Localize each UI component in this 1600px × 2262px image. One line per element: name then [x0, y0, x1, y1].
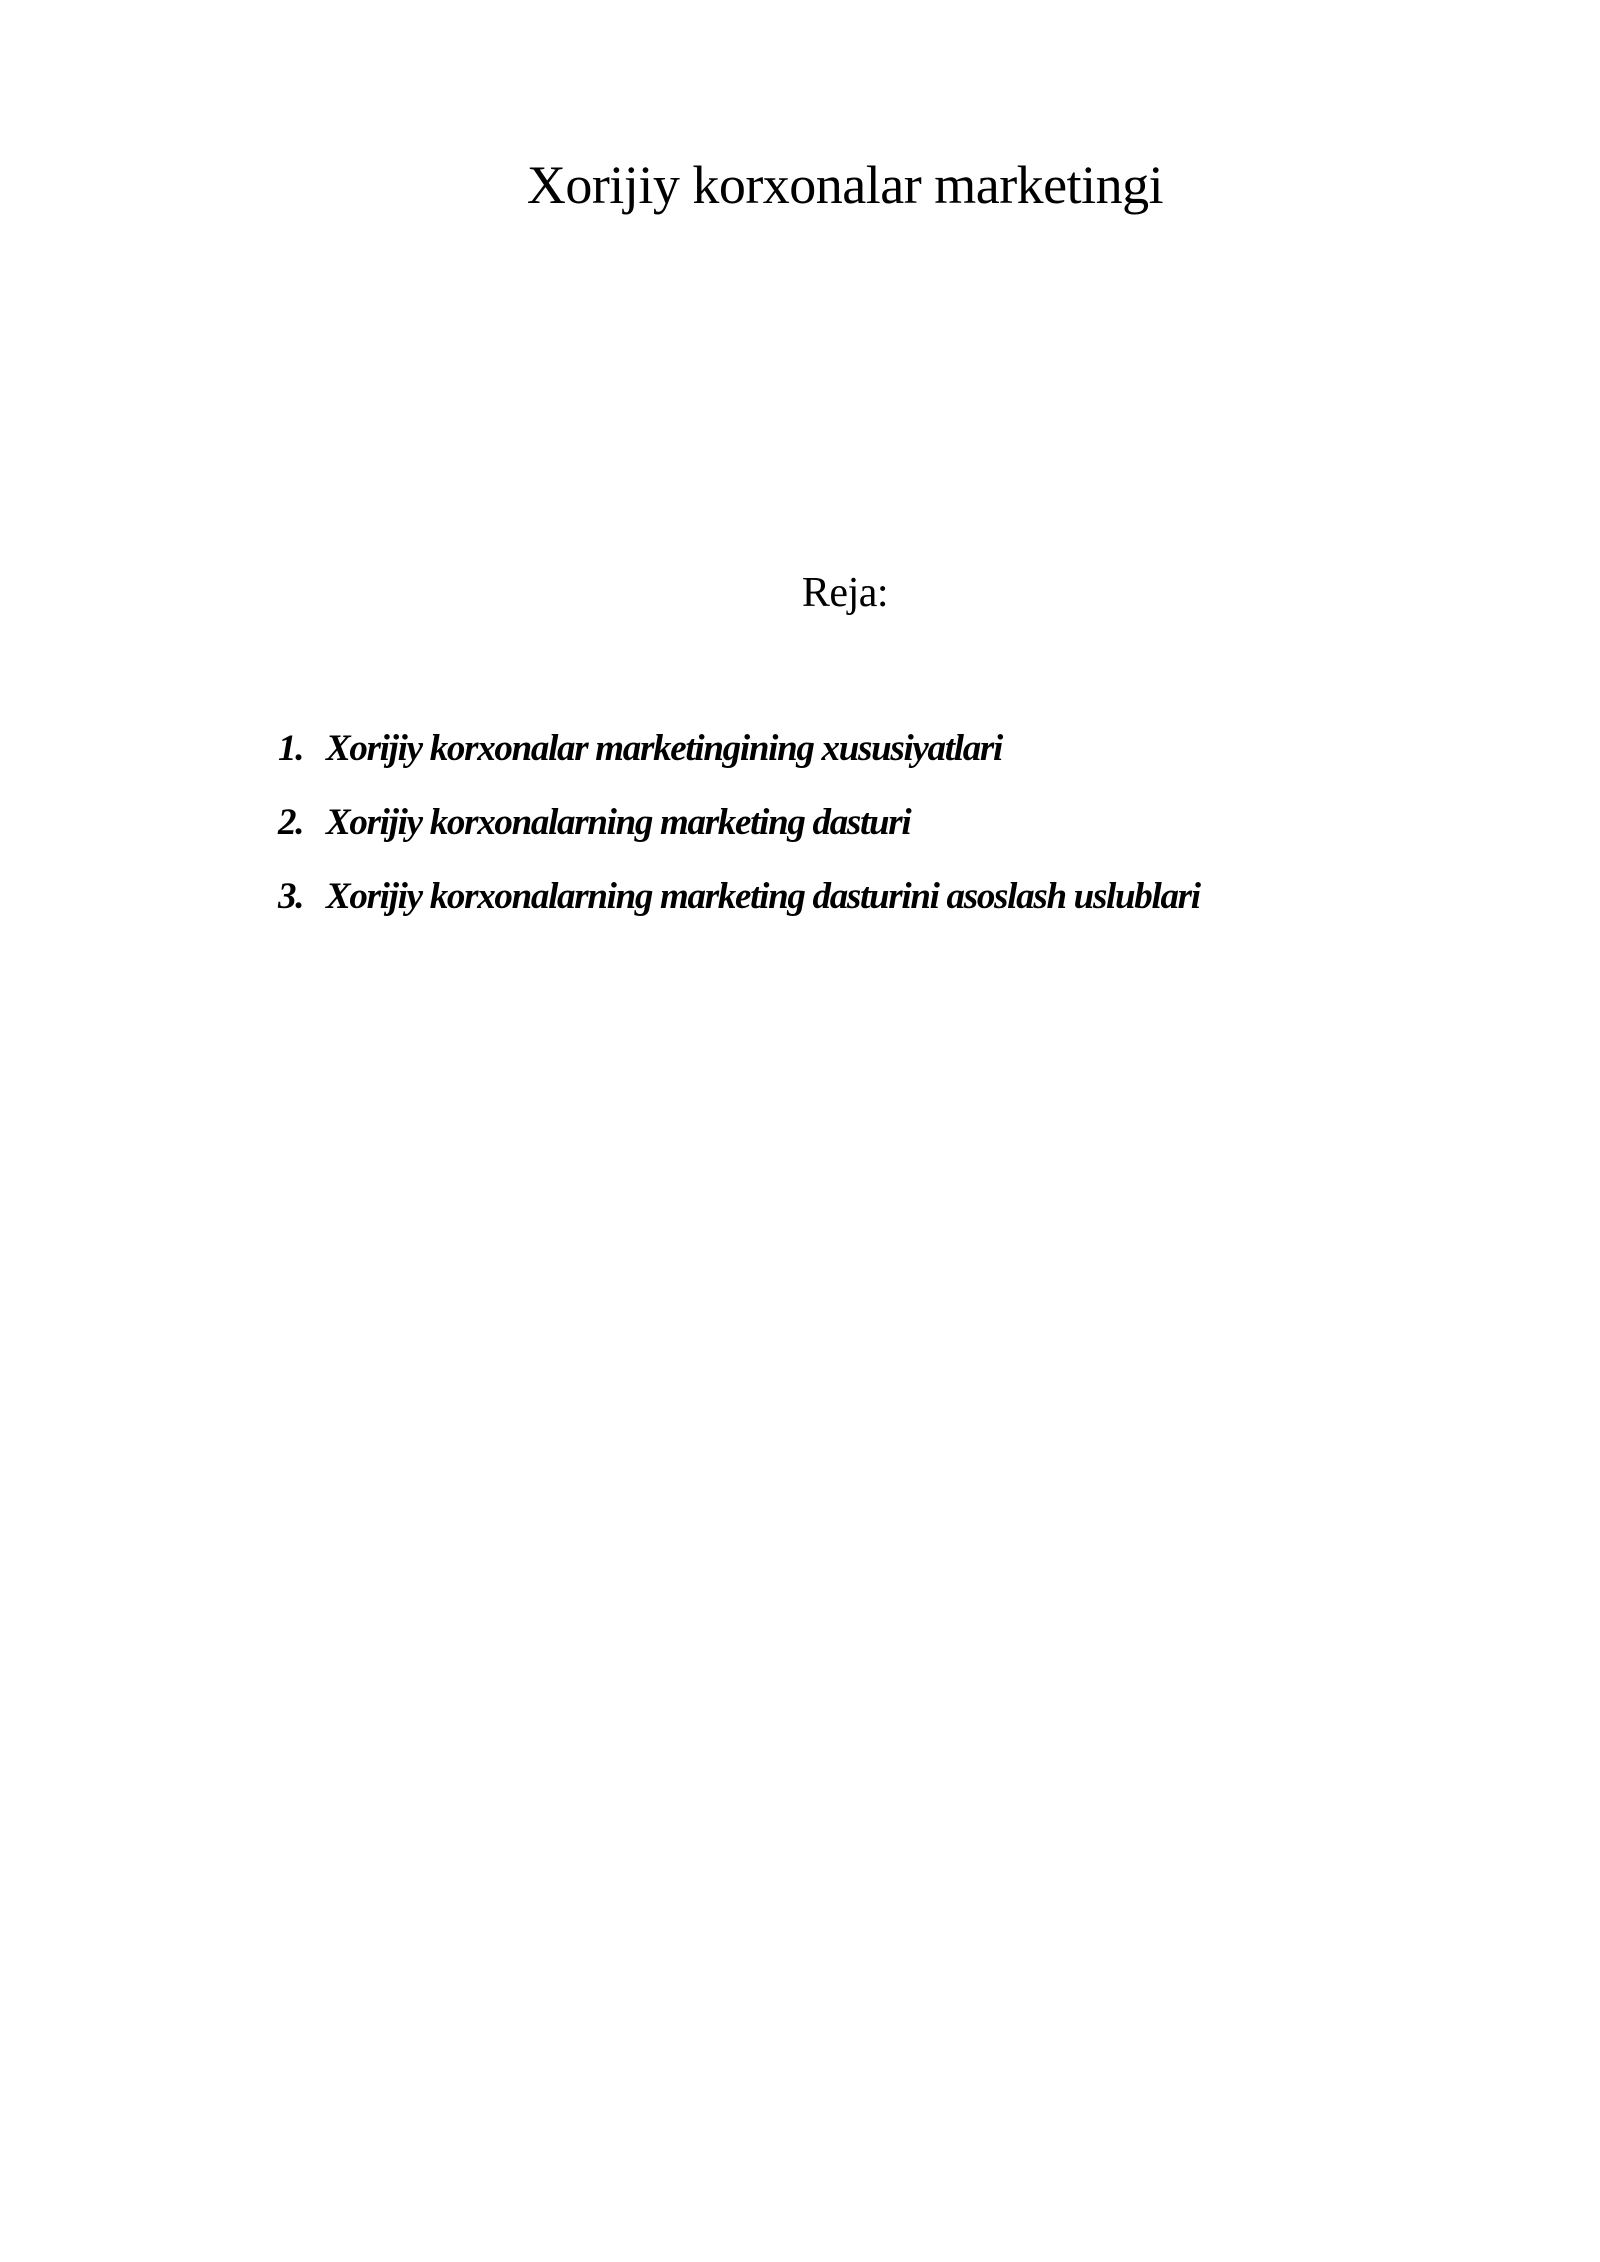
plan-item-text: Xorijiy korxonalarning marketing dasturini asoslash uslublari	[326, 876, 1200, 917]
plan-item	[278, 712, 1200, 786]
plan-item-text: Xorijiy korxonalarning marketing dasturi	[326, 802, 911, 843]
plan-item-number: 1.	[278, 728, 304, 769]
plan-item	[278, 786, 1200, 860]
plan-list	[278, 712, 1200, 934]
plan-item	[278, 860, 1200, 934]
plan-item-number: 3.	[278, 876, 304, 917]
document-title: Xorijiy korxonalar marketingi	[526, 155, 1164, 215]
plan-item-text: Xorijiy korxonalar marketingining xususiyatlari	[326, 728, 1002, 769]
plan-item-number: 2.	[278, 802, 304, 843]
plan-heading: Reja:	[801, 570, 889, 616]
